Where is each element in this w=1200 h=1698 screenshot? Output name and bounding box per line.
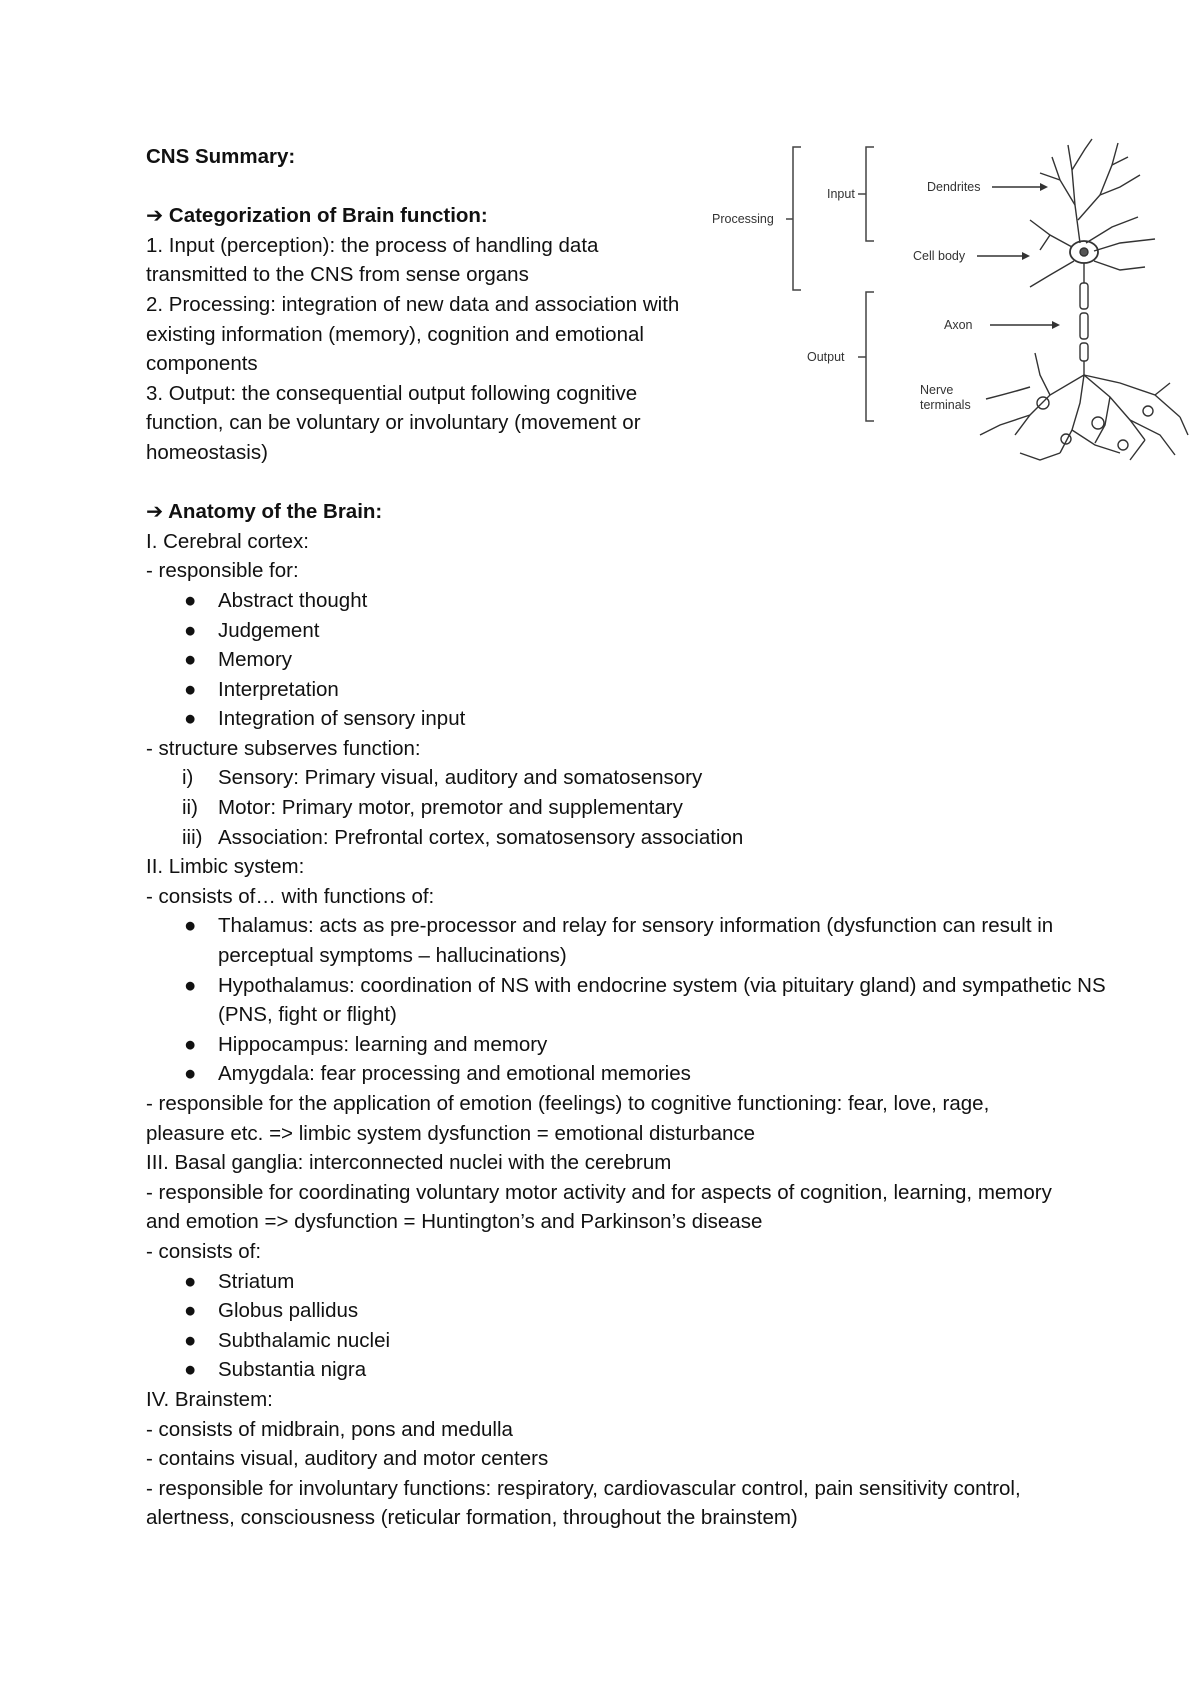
- list-item: 1. Input (perception): the process of handling data transmitted to the CNS from sense organs: [146, 233, 599, 287]
- list-item: ● Amygdala: fear processing and emotional memories: [184, 1062, 691, 1086]
- list-item: ● Hypothalamus: coordination of NS with endocrine system (via pituitary gland) and sympathetic NS (PNS, fight or flight): [184, 973, 1106, 1027]
- label-terminals: terminals: [920, 398, 971, 412]
- label-output: Output: [807, 350, 845, 364]
- list-item: ● Memory: [184, 648, 293, 672]
- list-item: ● Hippocampus: learning and memory: [184, 1032, 548, 1056]
- text-line: - consists of midbrain, pons and medulla: [146, 1417, 513, 1441]
- section-heading-anatomy: ➔ Anatomy of the Brain:: [146, 500, 383, 524]
- label-dendrites: Dendrites: [927, 180, 981, 194]
- subheading-limbic-system: II. Limbic system:: [146, 855, 305, 879]
- label-processing: Processing: [712, 212, 774, 226]
- text-line: - consists of:: [146, 1239, 262, 1263]
- list-item: i) Sensory: Primary visual, auditory and somatosensory: [182, 766, 703, 790]
- text-line: - responsible for:: [146, 559, 299, 583]
- list-item: ● Judgement: [184, 618, 320, 642]
- text-line: - responsible for coordinating voluntary motor activity and for aspects of cognition, learning, memory and emotion => dysfunction = Huntington’s and Parkinson’s disease: [146, 1180, 1052, 1234]
- list-item: ● Abstract thought: [184, 588, 368, 612]
- text-line: - responsible for involuntary functions: respiratory, cardiovascular control, pain sensitivity control, alertness, consciousness (reticular formation, throughout the brainstem): [146, 1476, 1021, 1530]
- document-body: [146, 142, 1106, 1533]
- text-line: - contains visual, auditory and motor centers: [146, 1447, 549, 1471]
- list-item: ● Subthalamic nuclei: [184, 1328, 391, 1352]
- label-cell-body: Cell body: [913, 249, 966, 263]
- list-item: ● Interpretation: [184, 677, 339, 701]
- page-title: CNS Summary:: [146, 145, 296, 168]
- list-item: ● Thalamus: acts as pre-processor and relay for sensory information (dysfunction can result in perceptual symptoms – hallucinations): [184, 914, 1054, 968]
- label-axon: Axon: [944, 318, 973, 332]
- arrow-icon: ➔: [146, 500, 164, 524]
- list-item: ii) Motor: Primary motor, premotor and supplementary: [182, 796, 683, 820]
- label-input: Input: [827, 187, 855, 201]
- list-item: 2. Processing: integration of new data and association with existing information (memory), cognition and emotional components: [146, 292, 680, 376]
- text-line: - structure subserves function:: [146, 736, 421, 760]
- section-heading-categorization: ➔ Categorization of Brain function:: [146, 204, 488, 228]
- subheading-brainstem: IV. Brainstem:: [146, 1387, 273, 1411]
- list-item: 3. Output: the consequential output following cognitive function, can be voluntary or involuntary (movement or homeostasis): [146, 381, 641, 464]
- subheading-cerebral-cortex: I. Cerebral cortex:: [146, 529, 309, 553]
- list-item: iii) Association: Prefrontal cortex, somatosensory association: [182, 825, 744, 849]
- list-item: ● Integration of sensory input: [184, 707, 466, 731]
- arrow-icon: ➔: [146, 204, 164, 228]
- text-line: - consists of… with functions of:: [146, 884, 435, 908]
- list-item: ● Striatum: [184, 1269, 295, 1293]
- categorization-list: [146, 231, 686, 468]
- text-line: - responsible for the application of emotion (feelings) to cognitive functioning: fear, love, rage, pleasure etc. => limbic system dysfunction = emotional disturbance: [146, 1092, 990, 1145]
- list-item: ● Globus pallidus: [184, 1299, 359, 1323]
- subheading-basal-ganglia: III. Basal ganglia: interconnected nuclei with the cerebrum: [146, 1151, 672, 1175]
- list-item: ● Substantia nigra: [184, 1358, 367, 1382]
- label-nerve: Nerve: [920, 383, 954, 397]
